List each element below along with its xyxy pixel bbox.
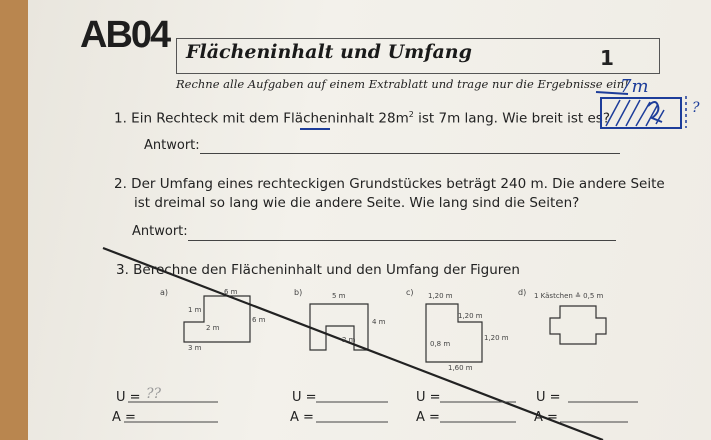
worksheet-page (28, 0, 711, 440)
figure-d-letter: d) (518, 288, 527, 297)
figure-a-label-1m: 1 m (188, 306, 202, 314)
a-label-a: A = (112, 410, 136, 425)
page-number: 1 (600, 46, 614, 70)
faint-scribble: ?? (146, 386, 162, 402)
figure-c-label-mid: 1,20 m (458, 312, 483, 320)
task2-question-line2: ist dreimal so lang wie die andere Seite. Wie lang sind die Seiten? (134, 195, 580, 211)
figure-b-shape (310, 304, 368, 350)
task1-answer-label: Antwort: (144, 138, 200, 153)
diagonal-strike-line (103, 248, 603, 440)
figure-c-label-right: 1,20 m (484, 334, 509, 342)
figure-b-label-side: 4 m (372, 318, 386, 326)
worksheet-title: Flächeninhalt und Umfang (186, 41, 472, 63)
task1-sketch-top-label: 7m (620, 76, 649, 97)
figure-a-shape (184, 296, 250, 342)
figure-c-letter: c) (406, 288, 414, 297)
u-label-b: U = (292, 390, 317, 405)
figure-b-letter: b) (294, 288, 303, 297)
figure-d-shape (550, 306, 606, 344)
a-label-d: A = (534, 410, 558, 425)
figure-b-label-top: 5 m (332, 292, 346, 300)
task2-answer-label: Antwort: (132, 224, 188, 239)
figure-a-label-side: 6 m (252, 316, 266, 324)
figure-a-label-3m: 3 m (188, 344, 202, 352)
a-label-b: A = (290, 410, 314, 425)
task1-area-value: 28m (378, 110, 409, 127)
figure-c-label-08: 0,8 m (430, 340, 451, 348)
worksheet-code: AB04 (80, 14, 170, 56)
figure-a-label-top: 6 m (224, 288, 238, 296)
task3-figures (28, 0, 711, 440)
figure-a-letter: a) (160, 288, 169, 297)
u-label-c: U = (416, 390, 441, 405)
figure-c-label-top: 1,20 m (428, 292, 453, 300)
figure-c-label-bottom: 1,60 m (448, 364, 473, 372)
task2-question-line1: 2. Der Umfang eines rechteckigen Grundstückes beträgt 240 m. Die andere Seite (114, 176, 665, 192)
task1-question: 1. Ein Rechteck mit dem Flächeninhalt $28m^2$ ist 7m lang. Wie breit ist es? (114, 110, 610, 127)
a-label-c: A = (416, 410, 440, 425)
u-label-d: U = (536, 390, 561, 405)
instruction-text: Rechne alle Aufgaben auf einem Extrablatt und trage nur die Ergebnisse ein! (176, 77, 629, 91)
figure-d-scale: 1 Kästchen ≙ 0,5 m (534, 292, 604, 300)
u-label-a: U = (116, 390, 141, 405)
figure-a-label-2m: 2 m (206, 324, 220, 332)
task3-heading: 3. Berechne den Flächeninhalt und den Umfang der Figuren (116, 262, 520, 278)
task1-sketch-side-label: ? (692, 100, 700, 116)
figure-b-label-inner: 2 m (342, 336, 356, 344)
